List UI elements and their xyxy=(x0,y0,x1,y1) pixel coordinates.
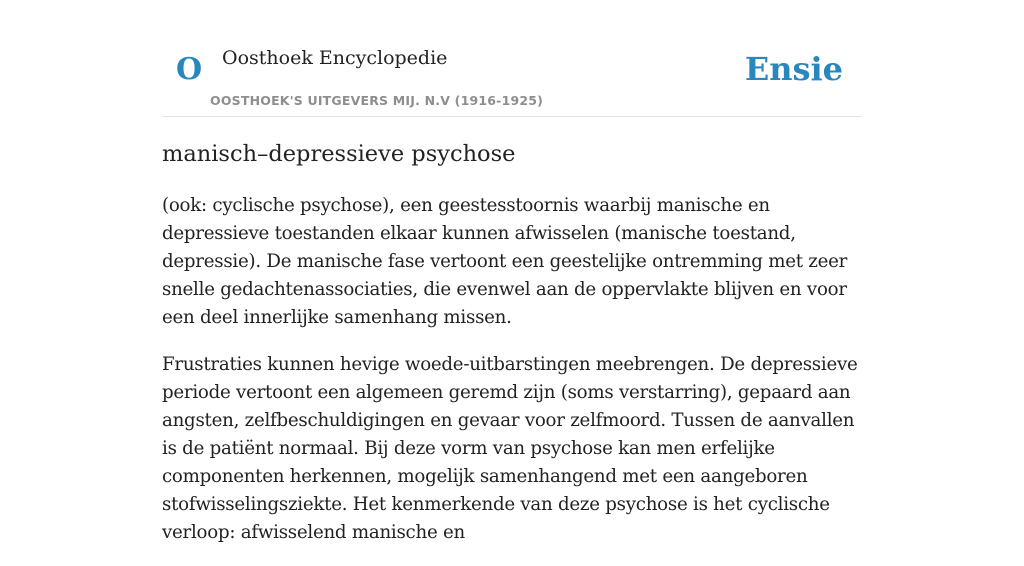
site-title[interactable]: Oosthoek Encyclopedie xyxy=(222,47,448,69)
site-header xyxy=(162,0,862,117)
ensie-brand-logo[interactable]: Ensie xyxy=(744,50,843,88)
article-paragraph: (ook: cyclische psychose), een geestesstoornis waarbij manische en depressieve toestanden elkaar kunnen afwisselen (manische toestand, depressie). De manische fase vertoont een geestelijke ontremming met zeer snelle gedachtenassociaties, die evenwel aan de oppervlakte blijven en voor een deel innerlijke samenhang missen. xyxy=(162,195,848,328)
article-body xyxy=(162,192,862,566)
article-title: manisch–depressieve psychose xyxy=(162,141,516,167)
site-logo[interactable]: O xyxy=(176,52,203,87)
publisher-label: OOSTHOEK'S UITGEVERS MIJ. N.V (1916-1925) xyxy=(210,93,544,108)
article-paragraph: Frustraties kunnen hevige woede-uitbarstingen meebrengen. De depressieve periode vertoont een algemeen geremd zijn (soms verstarring), gepaard aan angsten, zelfbeschuldigingen en gevaar voor zelfmoord. Tussen de aanvallen is de patiënt normaal. Bij deze vorm van psychose kan men erfelijke componenten herkennen, mogelijk samenhangend met een aangeboren stofwisselingsziekte. Het kenmerkende van deze psychose is het cyclische verloop: afwisselend manische en xyxy=(162,354,858,543)
